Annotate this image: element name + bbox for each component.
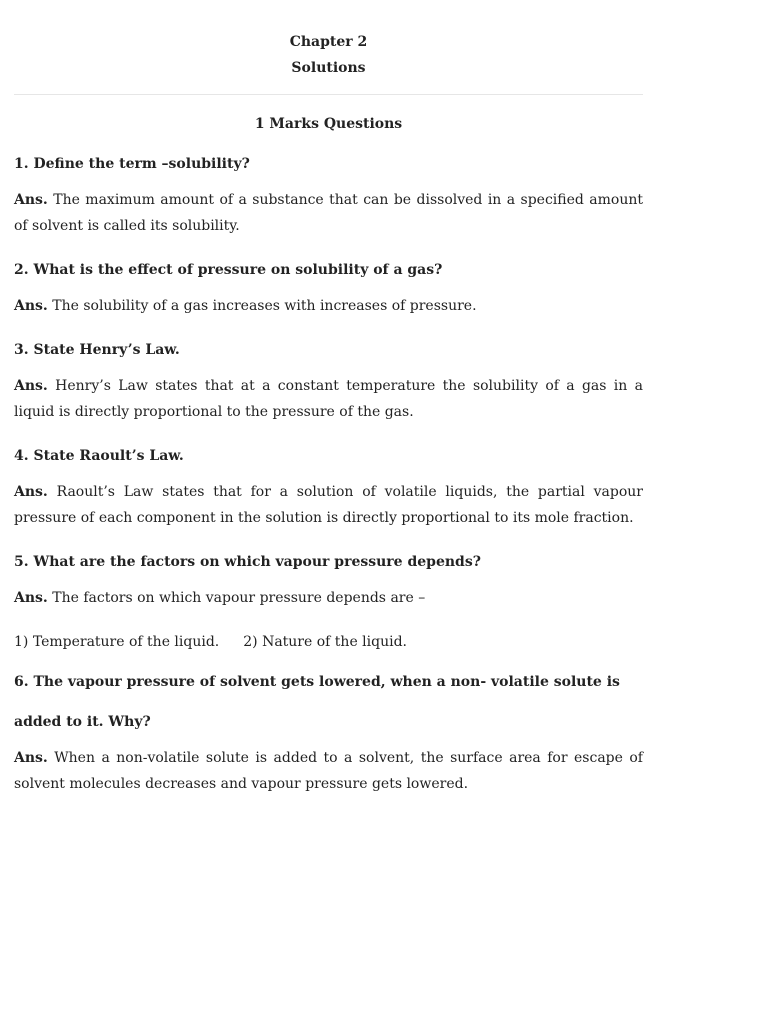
ans-label: Ans. (14, 192, 48, 208)
qa-item-3 (14, 341, 643, 425)
ans-label: Ans. (14, 750, 48, 766)
question-3: 3. State Henry’s Law. (14, 342, 180, 358)
document-header (14, 0, 643, 85)
qa-item-4 (14, 447, 643, 531)
qa-item-5 (14, 553, 643, 651)
factor-item: 1) Temperature of the liquid. (14, 634, 220, 650)
answer-6 (14, 745, 643, 797)
answer-text: The solubility of a gas increases with increases of pressure. (52, 298, 477, 314)
answer-text: When a non-volatile solute is added to a solvent, the surface area for escape of solvent molecules decreases and vapour pressure gets lowered. (14, 750, 643, 792)
qa-item-6 (14, 673, 643, 797)
ans-label: Ans. (14, 378, 48, 394)
question-2: 2. What is the effect of pressure on solubility of a gas? (14, 262, 443, 278)
question-6: 6. The vapour pressure of solvent gets lowered, when a non- volatile solute is (14, 674, 620, 690)
question-1: 1. Define the term –solubility? (14, 156, 250, 172)
answer-1 (14, 187, 643, 239)
ans-label: Ans. (14, 298, 48, 314)
ans-label: Ans. (14, 484, 48, 500)
factors-list (14, 633, 643, 651)
answer-text: The maximum amount of a substance that can be dissolved in a specified amount of solvent is called its solubility. (14, 192, 643, 234)
header-divider (14, 94, 643, 95)
question-6-continued: added to it. Why? (14, 714, 151, 730)
question-4: 4. State Raoult’s Law. (14, 448, 184, 464)
answer-text: Henry’s Law states that at a constant temperature the solubility of a gas in a liquid is directly proportional to the pressure of the gas. (14, 378, 643, 420)
answer-4 (14, 479, 643, 531)
chapter-title: Solutions (291, 60, 366, 76)
answer-2 (14, 293, 643, 319)
question-5: 5. What are the factors on which vapour pressure depends? (14, 554, 481, 570)
qa-item-1 (14, 155, 643, 239)
answer-5 (14, 585, 643, 611)
answer-text: The factors on which vapour pressure depends are – (52, 590, 426, 606)
factor-item: 2) Nature of the liquid. (243, 634, 407, 650)
answer-text: Raoult’s Law states that for a solution of volatile liquids, the partial vapour pressure of each component in the solution is directly proportional to its mole fraction. (14, 484, 643, 526)
answer-3 (14, 373, 643, 425)
chapter-heading: Chapter 2 (289, 34, 368, 50)
document-page (14, 0, 643, 797)
ans-label: Ans. (14, 590, 48, 606)
section-title: 1 Marks Questions (254, 116, 403, 132)
qa-item-2 (14, 261, 643, 319)
